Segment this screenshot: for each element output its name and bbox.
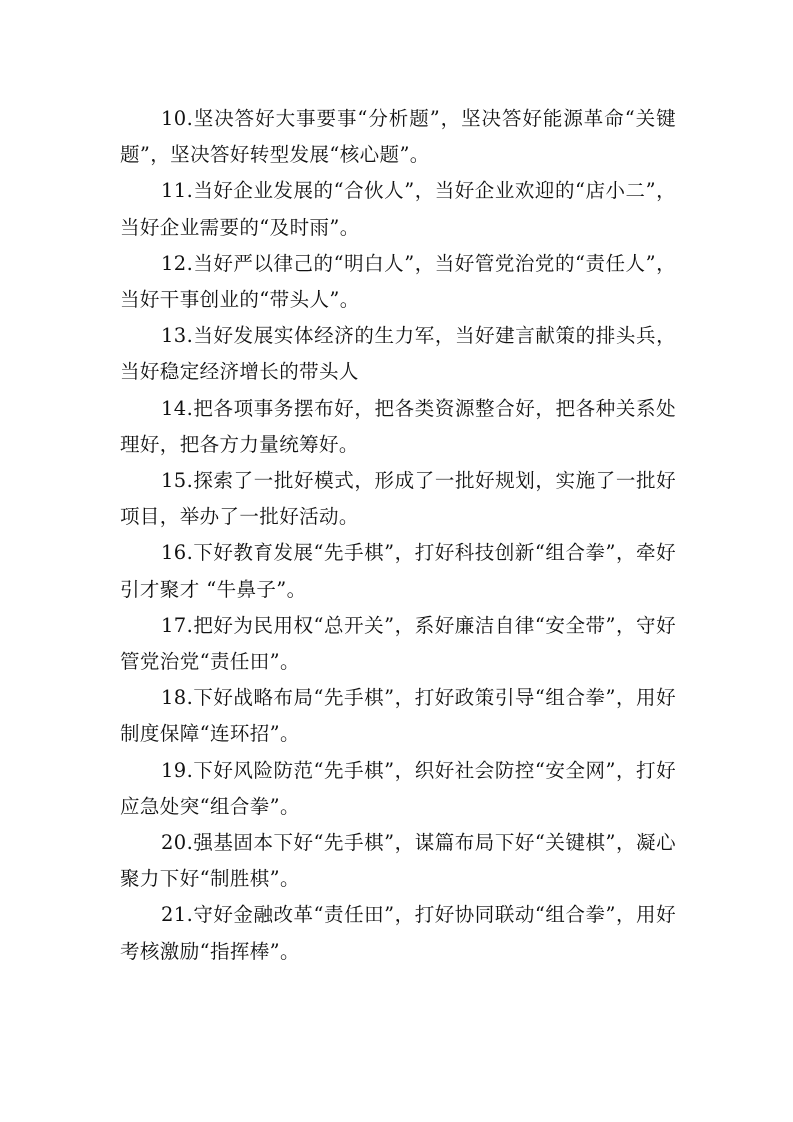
paragraph-11: 11.当好企业发展的“合伙人”，当好企业欢迎的“店小二”，当好企业需要的“及时雨”。 xyxy=(120,179,676,239)
paragraph-14: 14.把各项事务摆布好，把各类资源整合好，把各种关系处理好，把各方力量统筹好。 xyxy=(120,396,676,456)
paragraph-13: 13.当好发展实体经济的生力军，当好建言献策的排头兵，当好稳定经济增长的带头人 xyxy=(120,324,676,384)
paragraph-15: 15.探索了一批好模式，形成了一批好规划，实施了一批好项目，举办了一批好活动。 xyxy=(120,469,676,529)
paragraph-16: 16.下好教育发展“先手棋”，打好科技创新“组合拳”，牵好引才聚才 “牛鼻子”。 xyxy=(120,541,676,601)
paragraph-19: 19.下好风险防范“先手棋”，织好社会防控“安全网”，打好应急处突“组合拳”。 xyxy=(120,758,676,818)
paragraph-18: 18.下好战略布局“先手棋”，打好政策引导“组合拳”，用好制度保障“连环招”。 xyxy=(120,686,676,746)
paragraph-12: 12.当好严以律己的“明白人”，当好管党治党的“责任人”，当好干事创业的“带头人”。 xyxy=(120,251,676,312)
paragraph-17: 17.把好为民用权“总开关”，系好廉洁自律“安全带”，守好管党治党“责任田”。 xyxy=(120,613,676,674)
document-body xyxy=(120,101,676,970)
paragraph-10: 10.坚决答好大事要事“分析题”，坚决答好能源革命“关键题”，坚决答好转型发展“核心题”。 xyxy=(120,107,676,167)
paragraph-20: 20.强基固本下好“先手棋”，谋篇布局下好“关键棋”，凝心聚力下好“制胜棋”。 xyxy=(120,831,676,891)
paragraph-21: 21.守好金融改革“责任田”，打好协同联动“组合拳”，用好考核激励“指挥棒”。 xyxy=(120,903,676,963)
